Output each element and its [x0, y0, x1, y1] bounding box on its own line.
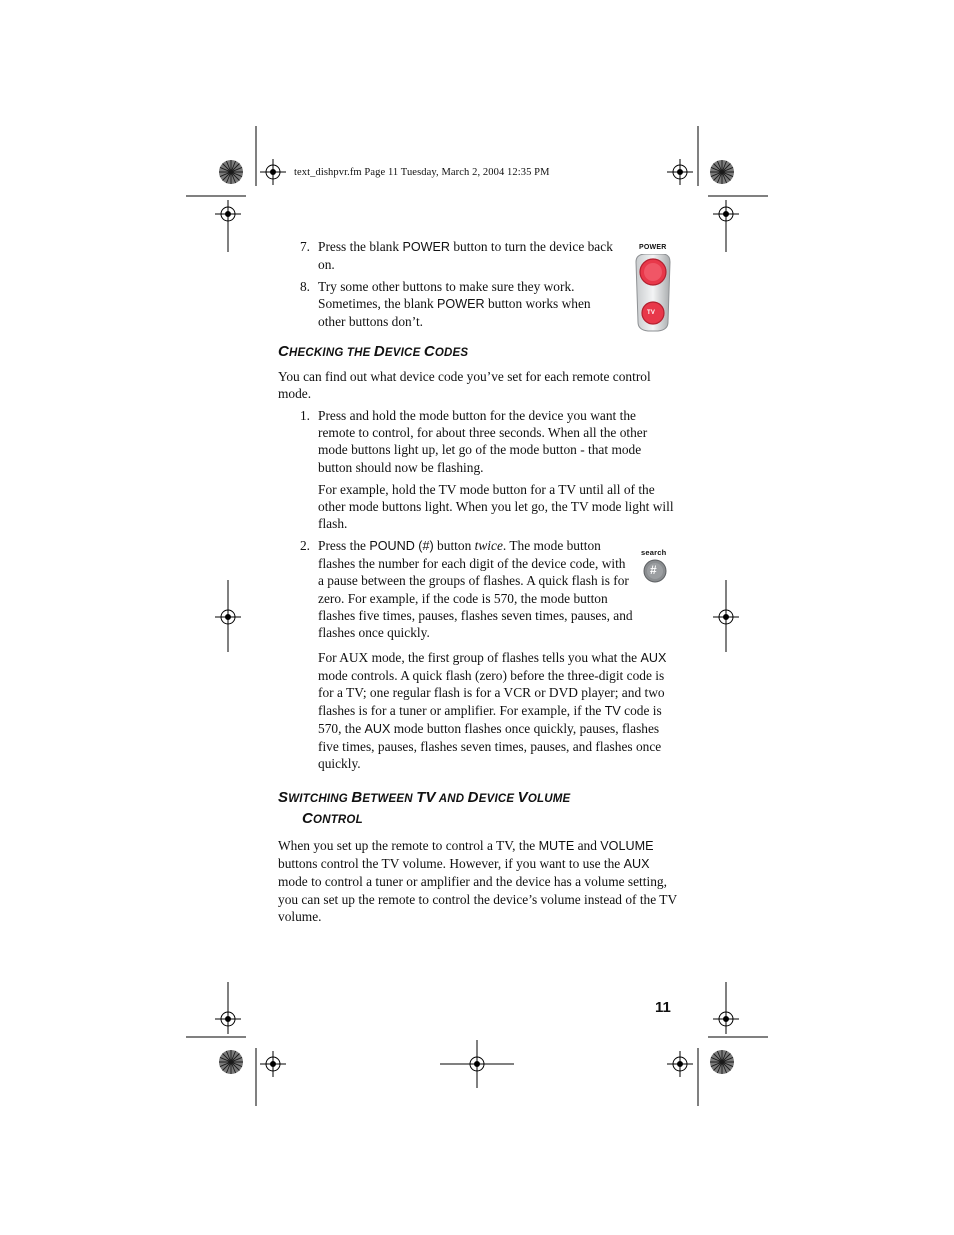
step-7-text: Press the blank POWER button to turn the device back on. [318, 239, 613, 273]
power-icon-label: POWER [639, 244, 667, 251]
power-button-icon [632, 244, 674, 334]
aux-mode-paragraph: For AUX mode, the first group of flashes tells you what the AUX mode controls. A quick flash (zero) before the three-digit code is for a TV; one regular flash is for a VCR or DVD player; and two flashes is for a tuner or amplifier. For example, if the TV code is 570, the AUX mode button flashes once quickly, pauses, flashes five times, pauses, flashes seven times, pauses, and flashes once quickly. [318, 650, 667, 772]
section2-paragraph: When you set up the remote to control a TV, the MUTE and VOLUME buttons control the TV volume. However, if you want to use the AUX mode to control a tuner or amplifier and the device has a volume setting, you can set up the remote to control the device’s volume instead of the TV volume. [278, 838, 677, 924]
section-heading-switching-volume-control [278, 788, 570, 830]
search-icon-label: search [641, 548, 667, 557]
file-header: text_dishpvr.fm Page 11 Tuesday, March 2, 2004 12:35 PM [294, 167, 550, 178]
step-1-number: 1. [299, 408, 310, 423]
aux-key-label: AUX [623, 857, 650, 872]
aux-key-label: AUX [640, 651, 667, 665]
page-number: 11 [655, 999, 671, 1016]
pound-button-icon [638, 548, 672, 584]
volume-key-label: VOLUME [600, 839, 654, 853]
section1-intro: You can find out what device code you’ve set for each remote control mode. [278, 369, 651, 402]
power-key-label: POWER [437, 297, 485, 312]
heading-line-1: SWITCHING BETWEEN TV AND DEVICE VOLUME [278, 789, 571, 806]
pound-key-label: POUND (#) [369, 539, 434, 553]
step-8-number: 8. [299, 279, 310, 294]
section-heading-checking-device-codes: CHECKING THE DEVICE CODES [278, 343, 469, 360]
tv-key-label: TV [604, 703, 621, 718]
step-2-number: 2. [299, 538, 310, 553]
tv-icon-label: TV [647, 310, 656, 316]
mute-key-label: MUTE [538, 839, 575, 853]
step-7-number: 7. [299, 239, 310, 254]
step-8-text: Try some other buttons to make sure they work. Sometimes, the blank POWER button works when other buttons don’t. [318, 279, 591, 330]
aux-key-label: AUX [364, 721, 391, 736]
power-key-label: POWER [402, 240, 451, 254]
step-2-text: Press the POUND (#) button twice. The mode button flashes the number for each digit of the device code, with a pause between the groups of flashes. A quick flash is for zero. For example, if the code is 570, the mode button flashes five times, pauses, flashes seven times, pauses, and flashes once quickly. [318, 538, 633, 641]
step-1-example: For example, hold the TV mode button for a TV until all of the other mode buttons light. When you let go, the TV mode light will flash. [318, 482, 674, 532]
heading-line-2: CONTROL [302, 810, 363, 827]
pound-glyph: # [650, 563, 657, 577]
step-1-text: Press and hold the mode button for the device you want the remote to control, for about three seconds. When all the other mode buttons light up, let go of the mode button - that mode button should now be flashing. [318, 408, 648, 475]
